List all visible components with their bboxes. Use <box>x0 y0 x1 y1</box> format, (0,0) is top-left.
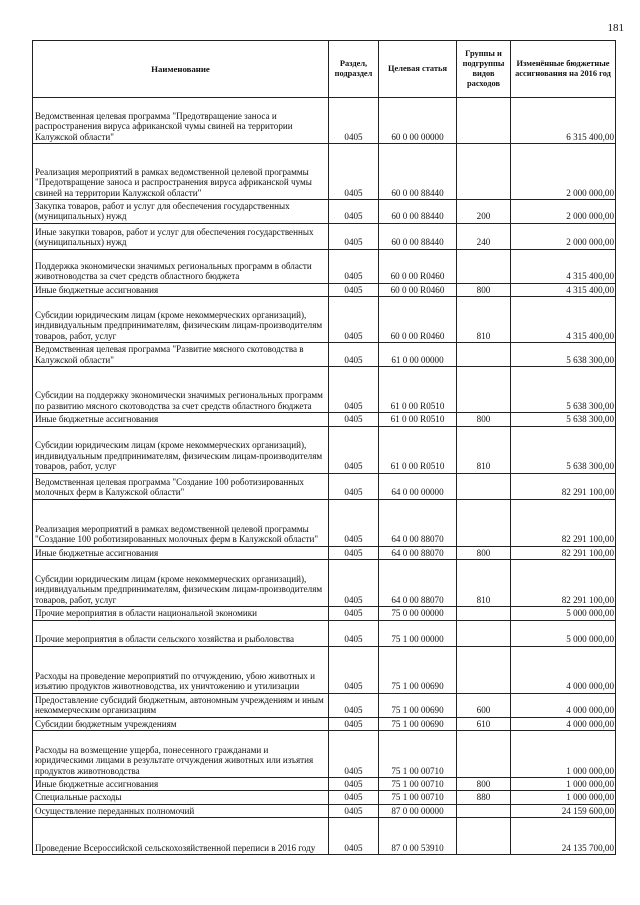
row-article: 60 0 00 88440 <box>379 223 457 249</box>
table-row <box>33 791 616 804</box>
row-article: 75 1 00 00690 <box>379 646 457 693</box>
row-section: 0405 <box>329 144 379 200</box>
row-amount: 2 000 000,00 <box>511 200 616 224</box>
table-row <box>33 367 616 413</box>
row-group <box>457 804 511 817</box>
row-group: 810 <box>457 297 511 343</box>
row-section: 0405 <box>329 620 379 646</box>
row-section: 0405 <box>329 473 379 499</box>
row-amount: 4 000 000,00 <box>511 646 616 693</box>
header-amount: Изменённые бюджетные ассигнования на 2016 год <box>511 41 616 98</box>
row-section: 0405 <box>329 777 379 790</box>
table-row <box>33 200 616 224</box>
row-group <box>457 730 511 777</box>
table-row <box>33 499 616 546</box>
row-name: Расходы на возмещение ущерба, понесенного гражданами и юридическими лицами в результате отчуждения животных или изъятия продуктов животноводства <box>33 730 329 777</box>
row-group <box>457 249 511 283</box>
header-article: Целевая статья <box>379 41 457 98</box>
row-amount: 24 159 600,00 <box>511 804 616 817</box>
row-amount: 5 638 300,00 <box>511 367 616 413</box>
row-group: 880 <box>457 791 511 804</box>
row-section: 0405 <box>329 413 379 426</box>
row-name: Осуществление переданных полномочий <box>33 804 329 817</box>
table-row <box>33 818 616 855</box>
row-article: 60 0 00 00000 <box>379 98 457 144</box>
row-section: 0405 <box>329 804 379 817</box>
row-group <box>457 620 511 646</box>
table-row <box>33 717 616 730</box>
row-group: 810 <box>457 426 511 473</box>
row-amount: 5 638 300,00 <box>511 426 616 473</box>
table-row <box>33 777 616 790</box>
row-section: 0405 <box>329 791 379 804</box>
row-section: 0405 <box>329 646 379 693</box>
row-amount: 5 638 300,00 <box>511 413 616 426</box>
row-article: 75 1 00 00710 <box>379 791 457 804</box>
row-article: 60 0 00 88440 <box>379 200 457 224</box>
row-group: 600 <box>457 693 511 717</box>
table-header-row <box>33 41 616 98</box>
row-amount: 82 291 100,00 <box>511 560 616 607</box>
row-amount: 24 135 700,00 <box>511 818 616 855</box>
row-name: Иные бюджетные ассигнования <box>33 413 329 426</box>
row-amount: 4 000 000,00 <box>511 717 616 730</box>
row-article: 75 1 00 00000 <box>379 620 457 646</box>
row-article: 60 0 00 88440 <box>379 144 457 200</box>
row-group: 810 <box>457 560 511 607</box>
row-section: 0405 <box>329 367 379 413</box>
row-amount: 2 000 000,00 <box>511 223 616 249</box>
row-article: 60 0 00 R0460 <box>379 297 457 343</box>
row-section: 0405 <box>329 426 379 473</box>
table-row <box>33 223 616 249</box>
row-section: 0405 <box>329 546 379 559</box>
row-name: Ведомственная целевая программа "Предотвращение заноса и распространения вируса африканской чумы свиней на территории Калужской области" <box>33 98 329 144</box>
row-article: 60 0 00 R0460 <box>379 283 457 296</box>
row-amount: 6 315 400,00 <box>511 98 616 144</box>
row-name: Субсидии юридическим лицам (кроме некоммерческих организаций), индивидуальным предпринимателям, физическим лицам-производителям товаров, работ, услуг <box>33 297 329 343</box>
row-section: 0405 <box>329 200 379 224</box>
header-name: Наименование <box>33 41 329 98</box>
row-name: Ведомственная целевая программа "Создание 100 роботизированных молочных ферм в Калужской области" <box>33 473 329 499</box>
row-amount: 4 315 400,00 <box>511 297 616 343</box>
row-group <box>457 818 511 855</box>
row-name: Субсидии на поддержку экономически значимых региональных программ по развитию мясного скотоводства за счет средств областного бюджета <box>33 367 329 413</box>
row-section: 0405 <box>329 223 379 249</box>
row-name: Проведение Всероссийской сельскохозяйственной переписи в 2016 году <box>33 818 329 855</box>
page-number: 181 <box>607 22 624 34</box>
header-group: Группы и подгруппы видов расходов <box>457 41 511 98</box>
row-name: Прочие мероприятия в области национальной экономики <box>33 607 329 620</box>
budget-table <box>32 40 616 855</box>
row-group <box>457 343 511 367</box>
table-row <box>33 413 616 426</box>
row-group <box>457 607 511 620</box>
row-article: 61 0 00 00000 <box>379 343 457 367</box>
row-name: Расходы на проведение мероприятий по отчуждению, убою животных и изъятию продуктов животноводства, их уничтожению и утилизации <box>33 646 329 693</box>
row-amount: 4 000 000,00 <box>511 693 616 717</box>
row-group <box>457 499 511 546</box>
row-amount: 1 000 000,00 <box>511 777 616 790</box>
row-section: 0405 <box>329 730 379 777</box>
row-name: Иные бюджетные ассигнования <box>33 777 329 790</box>
table-row <box>33 620 616 646</box>
row-section: 0405 <box>329 297 379 343</box>
table-row <box>33 343 616 367</box>
row-amount: 5 000 000,00 <box>511 620 616 646</box>
row-group <box>457 367 511 413</box>
table-row <box>33 297 616 343</box>
row-article: 60 0 00 R0460 <box>379 249 457 283</box>
row-name: Предоставление субсидий бюджетным, автономным учреждениям и иным некоммерческим организациям <box>33 693 329 717</box>
table-row <box>33 607 616 620</box>
row-name: Закупка товаров, работ и услуг для обеспечения государственных (муниципальных) нужд <box>33 200 329 224</box>
row-name: Поддержка экономически значимых региональных программ в области животноводства за счет средств областного бюджета <box>33 249 329 283</box>
row-article: 64 0 00 00000 <box>379 473 457 499</box>
row-section: 0405 <box>329 560 379 607</box>
row-section: 0405 <box>329 693 379 717</box>
row-article: 87 0 00 00000 <box>379 804 457 817</box>
row-amount: 4 315 400,00 <box>511 283 616 296</box>
row-section: 0405 <box>329 98 379 144</box>
row-amount: 1 000 000,00 <box>511 730 616 777</box>
row-amount: 2 000 000,00 <box>511 144 616 200</box>
table-row <box>33 546 616 559</box>
row-section: 0405 <box>329 717 379 730</box>
row-group: 800 <box>457 283 511 296</box>
row-article: 75 1 00 00690 <box>379 693 457 717</box>
row-name: Ведомственная целевая программа "Развитие мясного скотоводства в Калужской области" <box>33 343 329 367</box>
row-group <box>457 646 511 693</box>
row-article: 61 0 00 R0510 <box>379 413 457 426</box>
row-name: Реализация мероприятий в рамках ведомственной целевой программы "Предотвращение заноса и распространения вируса африканской чумы свиней на территории Калужской области" <box>33 144 329 200</box>
row-amount: 82 291 100,00 <box>511 499 616 546</box>
row-section: 0405 <box>329 607 379 620</box>
row-name: Субсидии юридическим лицам (кроме некоммерческих организаций), индивидуальным предпринимателям, физическим лицам-производителям товаров, работ, услуг <box>33 426 329 473</box>
row-name: Иные бюджетные ассигнования <box>33 546 329 559</box>
table-row <box>33 560 616 607</box>
row-group <box>457 144 511 200</box>
table-row <box>33 730 616 777</box>
row-amount: 82 291 100,00 <box>511 546 616 559</box>
table-row <box>33 98 616 144</box>
row-group <box>457 98 511 144</box>
row-group: 800 <box>457 546 511 559</box>
row-group: 800 <box>457 777 511 790</box>
table-row <box>33 804 616 817</box>
row-section: 0405 <box>329 818 379 855</box>
row-article: 75 0 00 00000 <box>379 607 457 620</box>
row-group: 240 <box>457 223 511 249</box>
row-article: 75 1 00 00710 <box>379 777 457 790</box>
table-row <box>33 283 616 296</box>
row-article: 64 0 00 88070 <box>379 499 457 546</box>
row-amount: 1 000 000,00 <box>511 791 616 804</box>
table-row <box>33 646 616 693</box>
row-article: 75 1 00 00690 <box>379 717 457 730</box>
row-amount: 82 291 100,00 <box>511 473 616 499</box>
table-row <box>33 426 616 473</box>
row-section: 0405 <box>329 343 379 367</box>
row-group: 200 <box>457 200 511 224</box>
header-section: Раздел, подраздел <box>329 41 379 98</box>
row-name: Прочие мероприятия в области сельского хозяйства и рыболовства <box>33 620 329 646</box>
row-section: 0405 <box>329 249 379 283</box>
table-row <box>33 693 616 717</box>
row-article: 61 0 00 R0510 <box>379 426 457 473</box>
row-amount: 5 000 000,00 <box>511 607 616 620</box>
row-name: Субсидии юридическим лицам (кроме некоммерческих организаций), индивидуальным предпринимателям, физическим лицам-производителям товаров, работ, услуг <box>33 560 329 607</box>
row-name: Иные закупки товаров, работ и услуг для обеспечения государственных (муниципальных) нужд <box>33 223 329 249</box>
row-article: 61 0 00 R0510 <box>379 367 457 413</box>
row-amount: 4 315 400,00 <box>511 249 616 283</box>
row-name: Специальные расходы <box>33 791 329 804</box>
row-name: Реализация мероприятий в рамках ведомственной целевой программы "Создание 100 роботизированных молочных ферм в Калужской области" <box>33 499 329 546</box>
row-group <box>457 473 511 499</box>
table-row <box>33 249 616 283</box>
row-amount: 5 638 300,00 <box>511 343 616 367</box>
row-article: 87 0 00 53910 <box>379 818 457 855</box>
row-article: 64 0 00 88070 <box>379 560 457 607</box>
row-section: 0405 <box>329 499 379 546</box>
row-group: 610 <box>457 717 511 730</box>
table-row <box>33 144 616 200</box>
row-article: 75 1 00 00710 <box>379 730 457 777</box>
row-group: 800 <box>457 413 511 426</box>
row-section: 0405 <box>329 283 379 296</box>
row-name: Субсидии бюджетным учреждениям <box>33 717 329 730</box>
row-article: 64 0 00 88070 <box>379 546 457 559</box>
table-row <box>33 473 616 499</box>
row-name: Иные бюджетные ассигнования <box>33 283 329 296</box>
